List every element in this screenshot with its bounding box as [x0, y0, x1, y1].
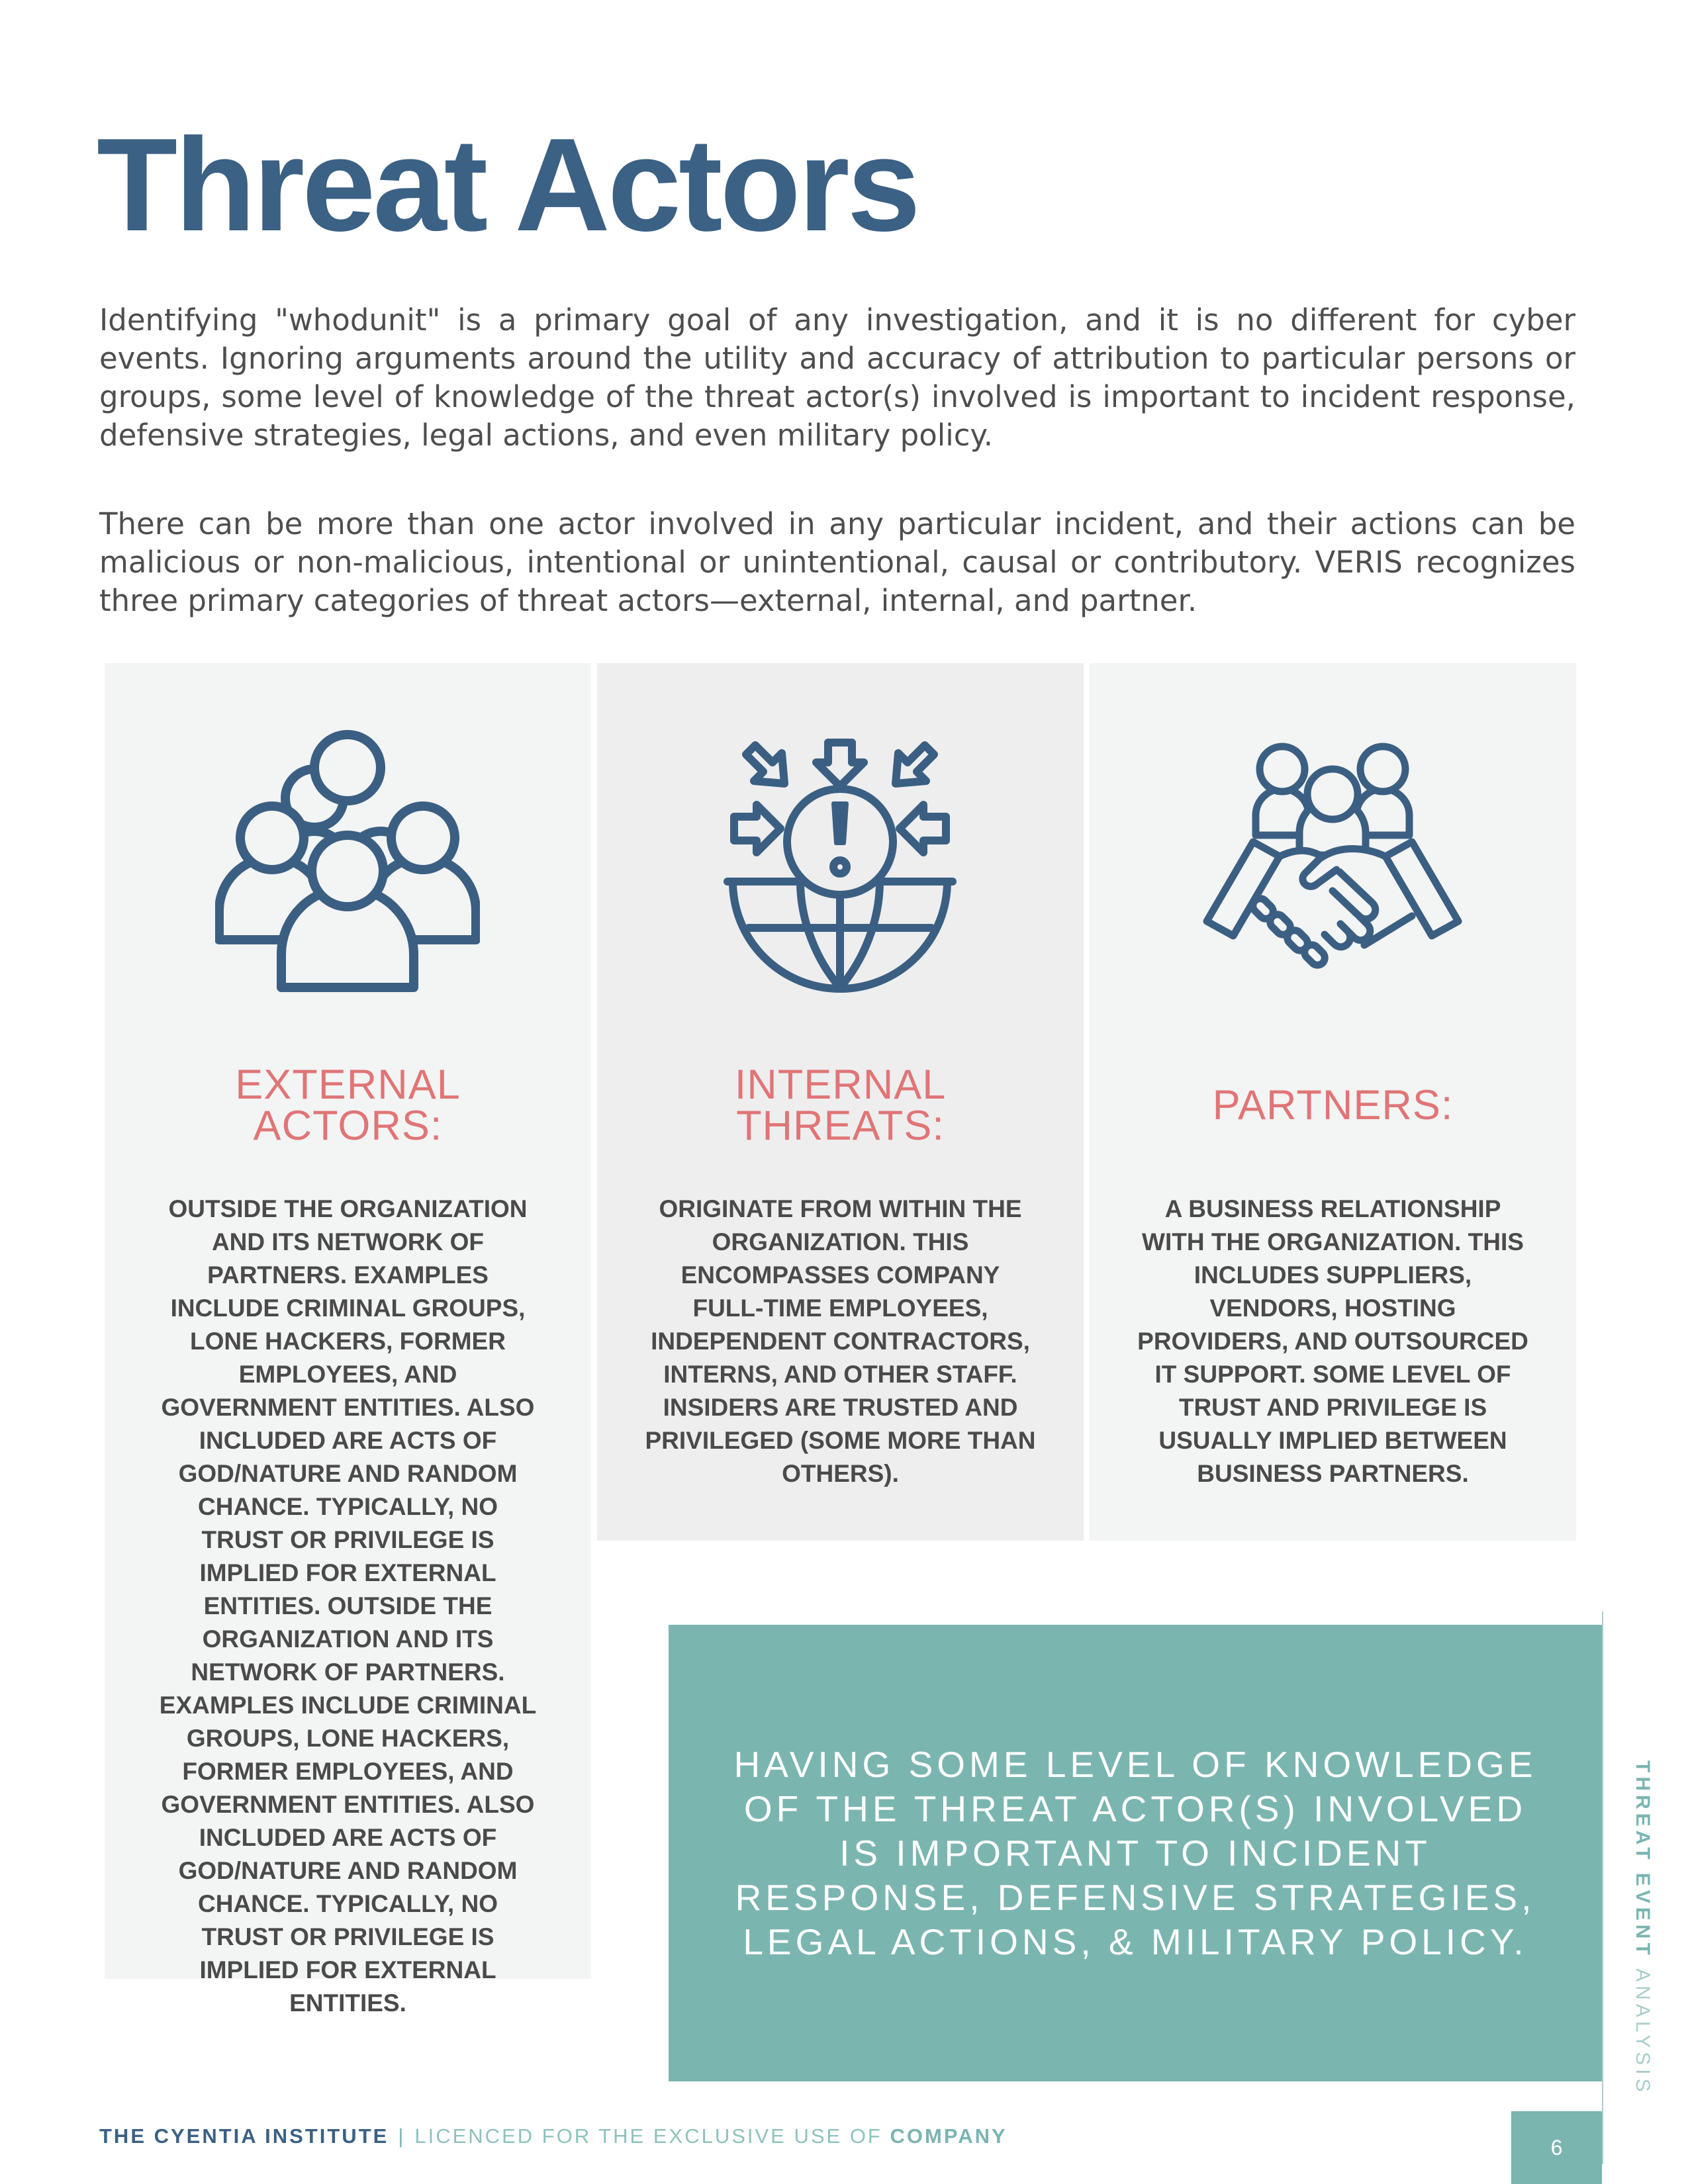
group-people-icon	[215, 729, 480, 994]
pull-quote	[669, 1625, 1602, 2081]
card-title: EXTERNAL ACTORS:	[235, 1062, 461, 1149]
card-title: PARTNERS:	[1212, 1082, 1454, 1128]
card-description: A BUSINESS RELATIONSHIP WITH THE ORGANIZATION. THIS INCLUDES SUPPLIERS, VENDORS, HOSTING PROVIDERS, AND OUTSOURCED IT SUPPORT. SOME LEVEL OF TRUST AND PRIVILEGE IS USUALLY IMPLIED BETWEEN BUSINESS PARTNERS.	[1137, 1195, 1528, 1487]
intro-paragraph: Identifying "whodunit" is a primary goal of any investigation, and it is no different for cyber events. Ignoring arguments around the utility and accuracy of attribution to particular persons or groups, some level of knowledge of the threat actor(s) involved is important to incident response, defensive strategies, legal actions, and even military policy.	[99, 302, 1575, 453]
card-title: INTERNAL THREATS:	[734, 1062, 947, 1149]
footer-separator: |	[398, 2124, 406, 2148]
categories-paragraph: There can be more than one actor involved in any particular incident, and their actions can be malicious or non-malicious, intentional or unintentional, causal or contributory. VERIS recognizes three primary categories of threat actors—external, internal, and partner.	[99, 506, 1575, 618]
footer-org: THE CYENTIA INSTITUTE	[99, 2124, 389, 2148]
card-description: ORIGINATE FROM WITHIN THE ORGANIZATION. THIS ENCOMPASSES COMPANY FULL-TIME EMPLOYEES, INDEPENDENT CONTRACTORS, INTERNS, AND OTHER STAFF. INSIDERS ARE TRUSTED AND PRIVILEGED (SOME MORE THAN OTHERS).	[645, 1195, 1036, 1487]
side-divider	[1602, 1612, 1603, 2164]
card-description: OUTSIDE THE ORGANIZATION AND ITS NETWORK OF PARTNERS. EXAMPLES INCLUDE CRIMINAL GROUPS, LONE HACKERS, FORMER EMPLOYEES, AND GOVERNMENT ENTITIES. ALSO INCLUDED ARE ACTS OF GOD/NATURE AND RANDOM CHANCE. TYPICALLY, NO TRUST OR PRIVILEGE IS IMPLIED FOR EXTERNAL ENTITIES. OUTSIDE THE ORGANIZATION AND ITS NETWORK OF PARTNERS. EXAMPLES INCLUDE CRIMINAL GROUPS, LONE HACKERS, FORMER EMPLOYEES, AND GOVERNMENT ENTITIES. ALSO INCLUDED ARE ACTS OF GOD/NATURE AND RANDOM CHANCE. TYPICALLY, NO TRUST OR PRIVILEGE IS IMPLIED FOR EXTERNAL ENTITIES.	[159, 1195, 537, 2017]
external-actors-card	[105, 663, 591, 2017]
page-title: Threat Actors	[97, 111, 918, 259]
footer-licence: LICENCED FOR THE EXCLUSIVE USE OF	[414, 2124, 882, 2148]
footer	[99, 2124, 1008, 2148]
pull-quote-text: HAVING SOME LEVEL OF KNOWLEDGE OF THE THREAT ACTOR(S) INVOLVED IS IMPORTANT TO INCIDENT RESPONSE, DEFENSIVE STRATEGIES, LEGAL ACTIONS, & MILITARY POLICY.	[733, 1743, 1537, 1962]
section-side-label	[1631, 1760, 1654, 2096]
handshake-people-icon	[1200, 729, 1465, 994]
page-number: 6	[1511, 2111, 1602, 2184]
globe-alert-icon	[708, 729, 972, 994]
section-label-light: ANALYSIS	[1632, 1968, 1654, 2096]
section-label-bold: THREAT EVENT	[1632, 1760, 1654, 1959]
partners-card	[1090, 663, 1576, 1541]
footer-company: COMPANY	[890, 2124, 1008, 2148]
internal-threats-card	[597, 663, 1084, 1541]
